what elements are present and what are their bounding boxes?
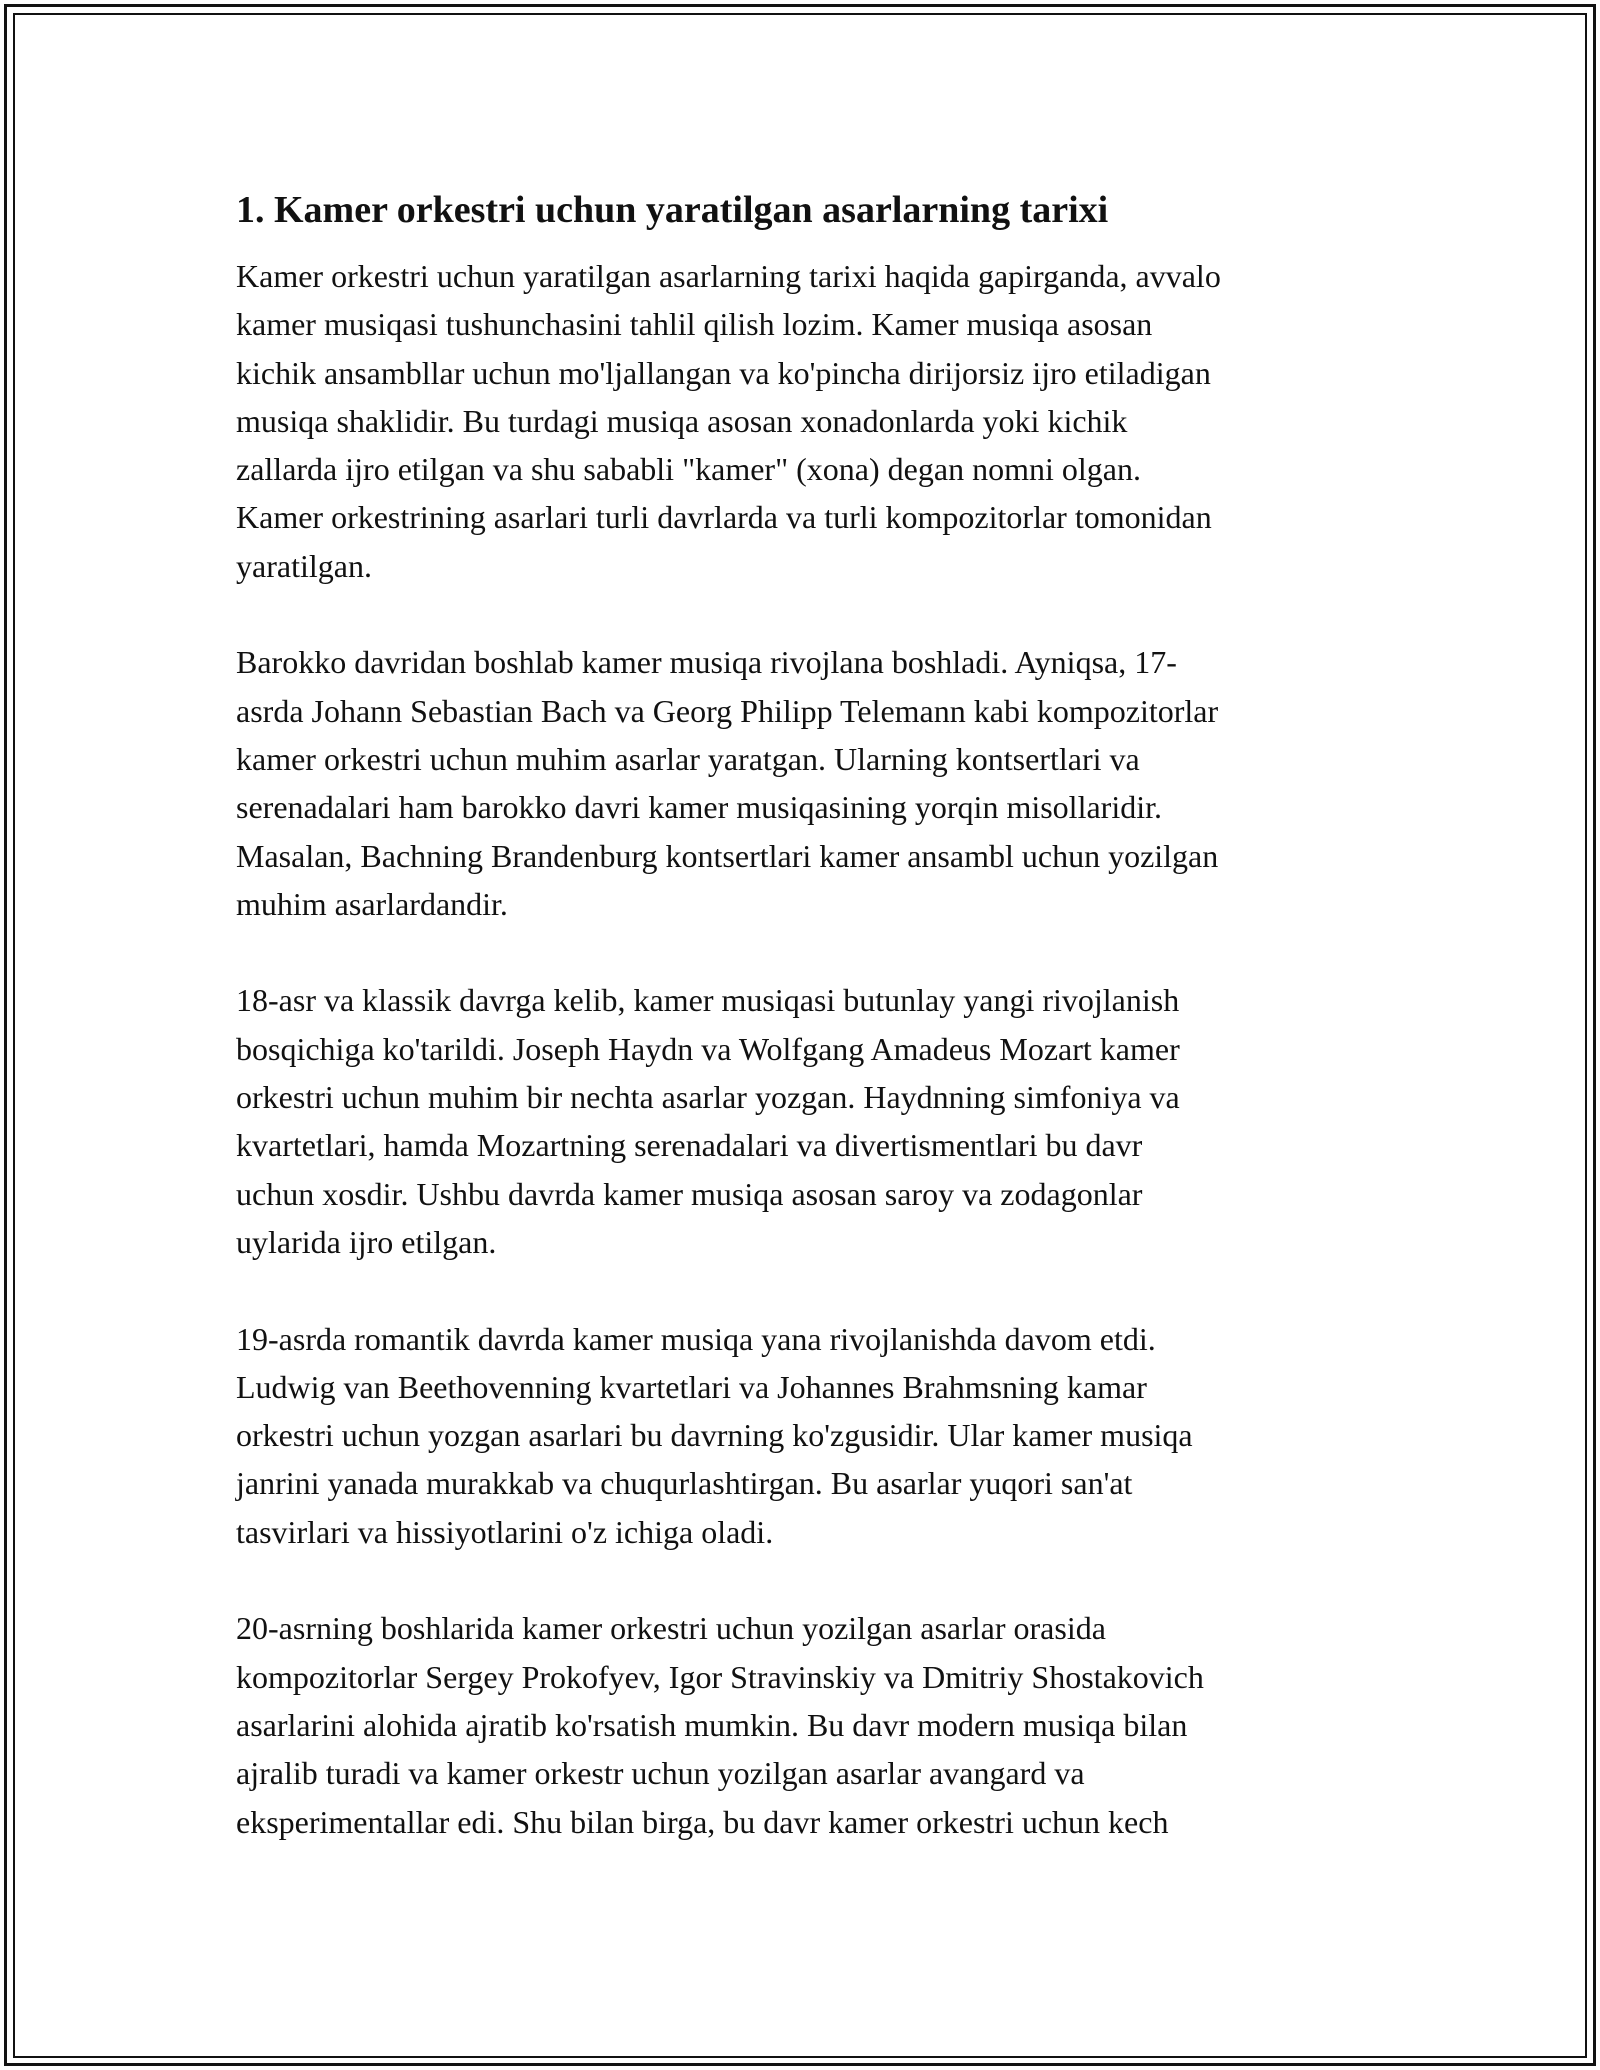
section-heading: 1. Kamer orkestri uchun yaratilgan asarlarning tarixi: [236, 189, 1109, 231]
text-line: Kamer orkestrining asarlari turli davrlarda va turli kompozitorlar tomonidan: [236, 499, 1212, 536]
document-body: [236, 184, 1376, 1894]
text-line: Ludwig van Beethovenning kvartetlari va Johannes Brahmsning kamar: [236, 1368, 1147, 1405]
text-line: tasvirlari va hissiyotlarini o'z ichiga oladi.: [236, 1513, 774, 1550]
paragraph-classical: [236, 976, 1376, 1266]
text-line: orkestri uchun yozgan asarlari bu davrning ko'zgusidir. Ular kamer musiqa: [236, 1417, 1193, 1454]
text-line: serenadalari ham barokko davri kamer musiqasining yorqin misollaridir.: [236, 789, 1162, 826]
text-line: yaratilgan.: [236, 547, 372, 584]
paragraph-baroque: [236, 638, 1376, 928]
paragraph-romantic: [236, 1315, 1376, 1556]
text-line: musiqa shaklidir. Bu turdagi musiqa asosan xonadonlarda yoki kichik: [236, 402, 1128, 439]
paragraph-intro: [236, 252, 1376, 590]
text-line: bosqichiga ko'tarildi. Joseph Haydn va Wolfgang Amadeus Mozart kamer: [236, 1030, 1180, 1067]
text-line: Barokko davridan boshlab kamer musiqa rivojlana boshladi. Ayniqsa, 17-: [236, 644, 1177, 681]
paragraph-modern: [236, 1604, 1376, 1845]
text-line: 18-asr va klassik davrga kelib, kamer musiqasi butunlay yangi rivojlanish: [236, 982, 1180, 1019]
text-line: ajralib turadi va kamer orkestr uchun yozilgan asarlar avangard va: [236, 1755, 1085, 1792]
text-line: orkestri uchun muhim bir nechta asarlar yozgan. Haydnning simfoniya va: [236, 1079, 1180, 1116]
text-line: asarlarini alohida ajratib ko'rsatish mumkin. Bu davr modern musiqa bilan: [236, 1706, 1188, 1743]
text-line: kvartetlari, hamda Mozartning serenadalari va divertismentlari bu davr: [236, 1127, 1143, 1164]
text-line: 19-asrda romantik davrda kamer musiqa yana rivojlanishda davom etdi.: [236, 1320, 1156, 1357]
text-line: Kamer orkestri uchun yaratilgan asarlarning tarixi haqida gapirganda, avvalo: [236, 258, 1221, 294]
text-line: kamer orkestri uchun muhim asarlar yaratgan. Ularning kontsertlari va: [236, 740, 1140, 777]
text-line: asrda Johann Sebastian Bach va Georg Philipp Telemann kabi kompozitorlar: [236, 692, 1219, 729]
text-line: kompozitorlar Sergey Prokofyev, Igor Stravinskiy va Dmitriy Shostakovich: [236, 1658, 1204, 1695]
text-line: uchun xosdir. Ushbu davrda kamer musiqa asosan saroy va zodagonlar: [236, 1175, 1143, 1212]
text-line: Masalan, Bachning Brandenburg kontsertlari kamer ansambl uchun yozilgan: [236, 837, 1219, 874]
text-line: kichik ansambllar uchun mo'ljallangan va ko'pincha dirijorsiz ijro etiladigan: [236, 354, 1211, 391]
text-line: kamer musiqasi tushunchasini tahlil qilish lozim. Kamer musiqa asosan: [236, 306, 1153, 343]
text-line: zallarda ijro etilgan va shu sababli "kamer" (xona) degan nomni olgan.: [236, 451, 1141, 488]
text-line: 20-asrning boshlarida kamer orkestri uchun yozilgan asarlar orasida: [236, 1610, 1106, 1647]
text-line: eksperimentallar edi. Shu bilan birga, bu davr kamer orkestri uchun kech: [236, 1803, 1169, 1840]
text-line: muhim asarlardandir.: [236, 885, 508, 922]
text-line: uylarida ijro etilgan.: [236, 1223, 497, 1260]
text-line: janrini yanada murakkab va chuqurlashtirgan. Bu asarlar yuqori san'at: [236, 1465, 1133, 1502]
